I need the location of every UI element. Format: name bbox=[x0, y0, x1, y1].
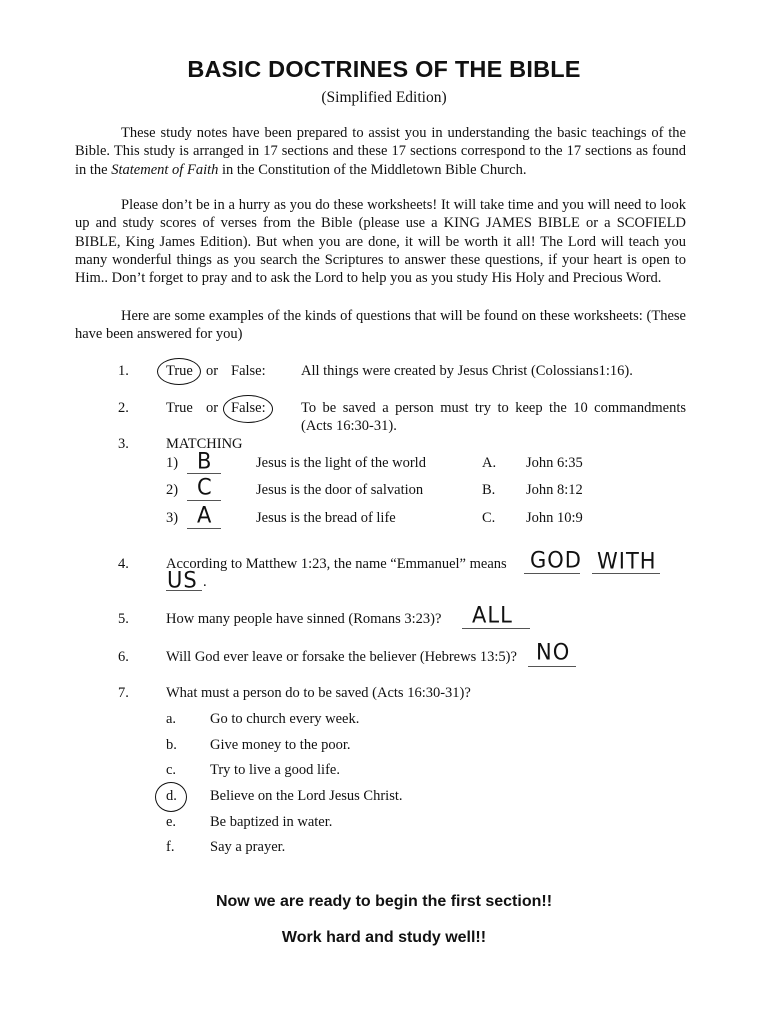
answer-blank bbox=[528, 666, 576, 667]
handwritten-answer: GOD bbox=[530, 547, 582, 573]
q2-statement-line-1: To be saved a person must try to keep the 10 commandments bbox=[301, 400, 686, 416]
option-letter: a. bbox=[166, 711, 177, 727]
option-text: Go to church every week. bbox=[210, 711, 360, 727]
q1-false-label: False: bbox=[231, 363, 266, 379]
option-text: Try to live a good life. bbox=[210, 762, 340, 778]
statement-of-faith-italic: Statement of Faith bbox=[111, 161, 219, 178]
handwritten-answer: ALL bbox=[472, 602, 513, 628]
option-letter: d. bbox=[166, 788, 177, 804]
option-letter: c. bbox=[166, 762, 177, 778]
q6-question-text: Will God ever leave or forsake the believer (Hebrews 13:5)? bbox=[166, 649, 517, 665]
q1-or: or bbox=[206, 363, 219, 379]
matching-reference: John 6:35 bbox=[526, 455, 583, 471]
intro-paragraph-3: Here are some examples of the kinds of questions that will be found on these worksheets: (These have been answered for you) bbox=[75, 308, 686, 343]
option-text: Give money to the poor. bbox=[210, 737, 351, 753]
option-letter: e. bbox=[166, 814, 177, 830]
handwritten-answer: WITH bbox=[597, 548, 657, 574]
handwritten-answer: NO bbox=[536, 639, 571, 665]
answer-blank bbox=[187, 528, 221, 529]
q2-statement-line-2: (Acts 16:30-31). bbox=[301, 418, 397, 434]
q4-question-text: According to Matthew 1:23, the name “Emmanuel” means bbox=[166, 556, 507, 572]
matching-heading: MATCHING bbox=[166, 436, 243, 452]
matching-row-number: 1) bbox=[166, 455, 179, 471]
q2-or: or bbox=[206, 400, 219, 416]
matching-statement: Jesus is the light of the world bbox=[256, 455, 426, 471]
question-7-number: 7. bbox=[118, 685, 129, 701]
q1-answer-circle bbox=[157, 358, 201, 385]
matching-row-number: 3) bbox=[166, 510, 179, 526]
q1-true-label: True bbox=[166, 363, 193, 379]
matching-reference: John 8:12 bbox=[526, 482, 583, 498]
matching-statement: Jesus is the bread of life bbox=[256, 510, 396, 526]
answer-blank bbox=[187, 500, 221, 501]
matching-row-number: 2) bbox=[166, 482, 179, 498]
option-letter: f. bbox=[166, 839, 175, 855]
q4-period: . bbox=[203, 574, 207, 590]
page-subtitle: (Simplified Edition) bbox=[321, 89, 447, 106]
q7-answer-circle bbox=[155, 782, 187, 812]
matching-letter: C. bbox=[482, 510, 496, 526]
handwritten-answer: C bbox=[197, 474, 213, 500]
matching-letter: B. bbox=[482, 482, 496, 498]
answer-blank bbox=[462, 628, 530, 629]
question-3-number: 3. bbox=[118, 436, 129, 452]
page-title: BASIC DOCTRINES OF THE BIBLE bbox=[187, 56, 581, 82]
intro-paragraph-2: Please don’t be in a hurry as you do these worksheets! It will take time and you will need to look up and study scores of verses from the Bible (please use a KING JAMES BIBLE or a SCOFIELD BIBLE, King James Edition). But when you are done, it will be worth it all! The Lord will teach you many wonderful things as you search the Scriptures to answer these questions, if your heart is open to Him.. Don’t forget to pray and to ask the Lord to help you as you study His Holy and Precious Word. bbox=[75, 197, 686, 287]
matching-letter: A. bbox=[482, 455, 497, 471]
option-text: Believe on the Lord Jesus Christ. bbox=[210, 788, 403, 804]
q5-question-text: How many people have sinned (Romans 3:23)? bbox=[166, 611, 442, 627]
option-letter: b. bbox=[166, 737, 177, 753]
answer-blank bbox=[524, 573, 580, 574]
matching-reference: John 10:9 bbox=[526, 510, 583, 526]
question-1-number: 1. bbox=[118, 363, 129, 379]
option-text: Say a prayer. bbox=[210, 839, 286, 855]
option-text: Be baptized in water. bbox=[210, 814, 333, 830]
question-6-number: 6. bbox=[118, 649, 129, 665]
q7-question-text: What must a person do to be saved (Acts 16:30-31)? bbox=[166, 685, 471, 701]
q2-true-label: True bbox=[166, 400, 193, 416]
handwritten-answer: B bbox=[197, 448, 213, 474]
q2-answer-circle bbox=[223, 395, 273, 423]
handwritten-answer: US bbox=[167, 567, 198, 593]
handwritten-answer: A bbox=[197, 502, 213, 528]
q2-false-label: False: bbox=[231, 400, 266, 416]
q1-statement: All things were created by Jesus Christ (Colossians1:16). bbox=[301, 363, 633, 379]
closing-line-2: Work hard and study well!! bbox=[281, 929, 487, 946]
closing-line-1: Now we are ready to begin the first section!! bbox=[215, 893, 553, 910]
intro-paragraph-1: These study notes have been prepared to assist you in understanding the basic teachings of the Bible. This study is arranged in 17 sections and these 17 sections correspond to the 17 sections as found in the Statement of Faith in the Constitution of the Middletown Bible Church. bbox=[75, 125, 686, 178]
question-2-number: 2. bbox=[118, 400, 129, 416]
matching-statement: Jesus is the door of salvation bbox=[256, 482, 424, 498]
question-4-number: 4. bbox=[118, 556, 129, 572]
question-5-number: 5. bbox=[118, 611, 129, 627]
